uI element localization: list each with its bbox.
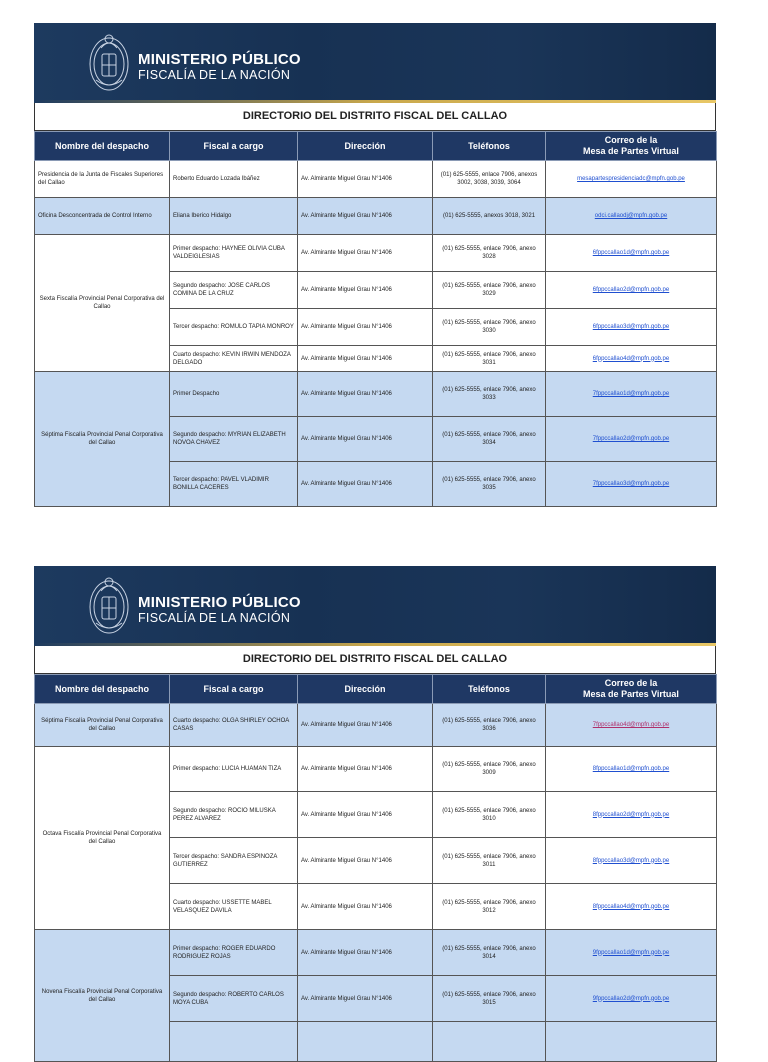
table-header-row [35, 132, 717, 161]
despacho-cell: Séptima Fiscalía Provincial Penal Corporativa del Callao [35, 372, 170, 507]
fiscal-cell: Cuarto despacho: KEVIN IRWIN MENDOZA DELGADO [170, 346, 298, 372]
fiscal-cell: Cuarto despacho: USSETTE MABEL VELASQUEZ DAVILA [170, 884, 298, 930]
email-link[interactable]: 8fppccallao2d@mpfn.gob.pe [592, 811, 670, 818]
direccion-cell: Av. Almirante Miguel Grau N°1406 [298, 309, 433, 346]
fiscal-cell: Eliana Iberico Hidalgo [170, 198, 298, 235]
fiscal-cell: Cuarto despacho: OLGA SHIRLEY OCHOA CASAS [170, 704, 298, 747]
email-link[interactable]: 9fppccallao2d@mpfn.gob.pe [592, 995, 670, 1002]
correo-cell [546, 884, 717, 930]
telefono-cell: (01) 625-5555, enlace 7906, anexo 3036 [433, 704, 546, 747]
direccion-cell: Av. Almirante Miguel Grau N°1406 [298, 884, 433, 930]
column-header-correo-line2: Mesa de Partes Virtual [583, 146, 679, 156]
email-link[interactable]: 8fppccallao1d@mpfn.gob.pe [592, 766, 670, 772]
correo-cell [546, 309, 717, 346]
table-row [35, 161, 717, 198]
fiscal-cell: Roberto Eduardo Lozada Ibáñez [170, 161, 298, 198]
email-link[interactable]: 8fppccallao3d@mpfn.gob.pe [592, 857, 670, 864]
column-header-fiscal: Fiscal a cargo [170, 675, 298, 704]
directory-table [34, 131, 717, 507]
telefono-cell: (01) 625-5555, enlace 7906, anexo 3014 [433, 930, 546, 976]
directory-title: DIRECTORIO DEL DISTRITO FISCAL DEL CALLAO [34, 646, 716, 674]
telefono-cell: (01) 625-5555, enlace 7906, anexo 3012 [433, 884, 546, 930]
table-row [35, 704, 717, 747]
direccion-cell: Av. Almirante Miguel Grau N°1406 [298, 161, 433, 198]
correo-cell [546, 235, 717, 272]
telefono-cell: (01) 625-5555, enlace 7906, anexo 3015 [433, 976, 546, 1022]
email-link[interactable]: 6fppccallao3d@mpfn.gob.pe [592, 324, 670, 330]
directory-page-1 [34, 23, 716, 507]
column-header-correo-line1: Correo de la [604, 135, 658, 145]
direccion-cell: Av. Almirante Miguel Grau N°1406 [298, 372, 433, 417]
telefono-cell: (01) 625-5555, enlace 7906, anexo 3011 [433, 838, 546, 884]
direccion-cell [298, 1022, 433, 1062]
table-row [35, 198, 717, 235]
correo-cell [546, 747, 717, 792]
table-row [35, 235, 717, 272]
column-header-direccion: Dirección [298, 675, 433, 704]
correo-cell [546, 838, 717, 884]
directory-table [34, 674, 717, 1062]
despacho-cell: Novena Fiscalía Provincial Penal Corporativa del Callao [35, 930, 170, 1062]
direccion-cell: Av. Almirante Miguel Grau N°1406 [298, 198, 433, 235]
telefono-cell: (01) 625-5555, enlace 7906, anexo 3031 [433, 346, 546, 372]
correo-cell [546, 272, 717, 309]
telefono-cell: (01) 625-5555, enlace 7906, anexo 3030 [433, 309, 546, 346]
despacho-cell: Presidencia de la Junta de Fiscales Superiores del Callao [35, 161, 170, 198]
column-header-despacho: Nombre del despacho [35, 132, 170, 161]
telefono-cell: (01) 625-5555, enlace 7906, anexo 3033 [433, 372, 546, 417]
direccion-cell: Av. Almirante Miguel Grau N°1406 [298, 346, 433, 372]
correo-cell [546, 161, 717, 198]
fiscal-cell [170, 1022, 298, 1062]
direccion-cell: Av. Almirante Miguel Grau N°1406 [298, 235, 433, 272]
coat-of-arms-icon [86, 30, 132, 94]
direccion-cell: Av. Almirante Miguel Grau N°1406 [298, 976, 433, 1022]
email-link[interactable]: 7fppccallao1d@mpfn.gob.pe [592, 391, 670, 397]
telefono-cell [433, 1022, 546, 1062]
telefono-cell: (01) 625-5555, enlace 7906, anexo 3029 [433, 272, 546, 309]
direccion-cell: Av. Almirante Miguel Grau N°1406 [298, 417, 433, 462]
direccion-cell: Av. Almirante Miguel Grau N°1406 [298, 838, 433, 884]
despacho-cell: Octava Fiscalía Provincial Penal Corporativa del Callao [35, 747, 170, 930]
brand-logo-text [138, 595, 301, 625]
correo-cell [546, 198, 717, 235]
table-row [35, 372, 717, 417]
direccion-cell: Av. Almirante Miguel Grau N°1406 [298, 704, 433, 747]
correo-cell [546, 346, 717, 372]
telefono-cell: (01) 625-5555, enlace 7906, anexo 3028 [433, 235, 546, 272]
direccion-cell: Av. Almirante Miguel Grau N°1406 [298, 272, 433, 309]
column-header-despacho: Nombre del despacho [35, 675, 170, 704]
header-banner [34, 23, 716, 103]
column-header-telefonos: Teléfonos [433, 675, 546, 704]
email-link[interactable]: 6fppccallao4d@mpfn.gob.pe [592, 355, 670, 362]
email-link[interactable]: 7fppccallao4d@mpfn.gob.pe [592, 722, 670, 728]
fiscal-cell: Primer Despacho [170, 372, 298, 417]
column-header-fiscal: Fiscal a cargo [170, 132, 298, 161]
correo-cell [546, 930, 717, 976]
correo-cell [546, 417, 717, 462]
direccion-cell: Av. Almirante Miguel Grau N°1406 [298, 792, 433, 838]
correo-cell [546, 704, 717, 747]
brand-line-1: MINISTERIO PÚBLICO [138, 594, 301, 611]
column-header-direccion: Dirección [298, 132, 433, 161]
direccion-cell: Av. Almirante Miguel Grau N°1406 [298, 747, 433, 792]
email-link[interactable]: 7fppccallao3d@mpfn.gob.pe [592, 481, 670, 487]
correo-cell [546, 1022, 717, 1062]
fiscal-cell: Tercer despacho: SANDRA ESPINOZA GUTIERREZ [170, 838, 298, 884]
fiscal-cell: Segundo despacho: JOSE CARLOS COMINA DE LA CRUZ [170, 272, 298, 309]
email-link[interactable]: 7fppccallao2d@mpfn.gob.pe [592, 436, 670, 442]
table-header-row [35, 675, 717, 704]
fiscal-cell: Segundo despacho: MYRIAN ELIZABETH NOVOA CHAVEZ [170, 417, 298, 462]
email-link[interactable]: odci.callaodj@mpfn.gob.pe [594, 213, 668, 219]
header-banner [34, 566, 716, 646]
fiscal-cell: Primer despacho: HAYNEE OLIVIA CUBA VALDEIGLESIAS [170, 235, 298, 272]
column-header-correo-line2: Mesa de Partes Virtual [583, 689, 679, 699]
brand-logo-text [138, 52, 301, 82]
fiscal-cell: Tercer despacho: ROMULO TAPIA MONROY [170, 309, 298, 346]
telefono-cell: (01) 625-5555, enlace 7906, anexo 3034 [433, 417, 546, 462]
brand-line-2: FISCALÍA DE LA NACIÓN [138, 611, 291, 625]
email-link[interactable]: 6fppccallao2d@mpfn.gob.pe [592, 287, 670, 293]
gold-divider [34, 643, 716, 646]
column-header-telefonos: Teléfonos [433, 132, 546, 161]
fiscal-cell: Tercer despacho: PAVEL VLADIMIR BONILLA CACERES [170, 462, 298, 507]
email-link[interactable]: 9fppccallao1d@mpfn.gob.pe [592, 949, 670, 956]
brand-line-2: FISCALÍA DE LA NACIÓN [138, 68, 291, 82]
correo-cell [546, 792, 717, 838]
table-row [35, 930, 717, 976]
telefono-cell: (01) 625-5555, enlace 7906, anexos 3002, 3038, 3039, 3064 [433, 161, 546, 198]
telefono-cell: (01) 625-5555, enlace 7906, anexo 3009 [433, 747, 546, 792]
gold-divider [34, 100, 716, 103]
correo-cell [546, 976, 717, 1022]
direccion-cell: Av. Almirante Miguel Grau N°1406 [298, 462, 433, 507]
correo-cell [546, 462, 717, 507]
column-header-correo [546, 132, 717, 161]
email-link[interactable]: 8fppccallao4d@mpfn.gob.pe [592, 903, 670, 910]
column-header-correo [546, 675, 717, 704]
email-link[interactable]: mesapartespresidenciadc@mpfn.gob.pe [577, 176, 685, 182]
coat-of-arms-icon [86, 573, 132, 637]
despacho-cell: Séptima Fiscalía Provincial Penal Corporativa del Callao [35, 704, 170, 747]
despacho-cell: Oficina Desconcentrada de Control Interno [35, 198, 170, 235]
column-header-correo-line1: Correo de la [604, 678, 658, 688]
fiscal-cell: Segundo despacho: ROCIO MILUSKA PEREZ ALVAREZ [170, 792, 298, 838]
correo-cell [546, 372, 717, 417]
table-row [35, 747, 717, 792]
directory-title: DIRECTORIO DEL DISTRITO FISCAL DEL CALLAO [34, 103, 716, 131]
telefono-cell: (01) 625-5555, enlace 7906, anexo 3035 [433, 462, 546, 507]
email-link[interactable]: 6fppccallao1d@mpfn.gob.pe [592, 250, 670, 256]
telefono-cell: (01) 625-5555, enlace 7906, anexo 3010 [433, 792, 546, 838]
direccion-cell: Av. Almirante Miguel Grau N°1406 [298, 930, 433, 976]
fiscal-cell: Segundo despacho: ROBERTO CARLOS MOYA CUBA [170, 976, 298, 1022]
fiscal-cell: Primer despacho: LUCIA HUAMAN TIZA [170, 747, 298, 792]
telefono-cell: (01) 625-5555, anexos 3018, 3021 [433, 198, 546, 235]
directory-page-2 [34, 566, 716, 1062]
brand-line-1: MINISTERIO PÚBLICO [138, 51, 301, 68]
despacho-cell: Sexta Fiscalía Provincial Penal Corporativa del Callao [35, 235, 170, 372]
fiscal-cell: Primer despacho: ROGER EDUARDO RODRIGUEZ ROJAS [170, 930, 298, 976]
